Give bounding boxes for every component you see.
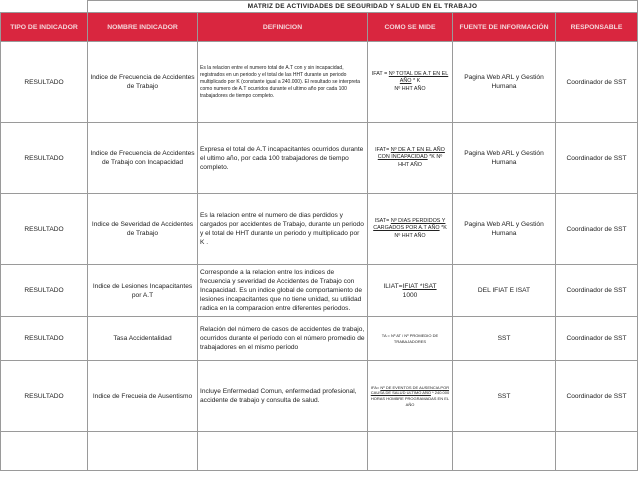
cell-fuente: Pagina Web ARL y Gestión Humana [453,123,556,194]
cell-definicion: Es la relacion entre el numero de dias perdidos y cargados por accidentes de Trabajo, durante un periodo y el total de HHT durante un periodo y multiplicado por K . [198,194,368,265]
formula-multiplier: *K [441,225,447,232]
header-definicion: DEFINICION [198,13,368,42]
formula-multiplier: *K Nº [429,154,443,161]
cell-responsable: Coordinador de SST [556,194,638,265]
formula-numerator: IFIAT *ISAT [402,282,437,290]
cell-definicion: Es la relacion entre el numero total de A.T con y sin incapacidad, registrados en un periodo y el total de las HHT durante un periodo multiplicado por K (constante igual a 240.000). El resultado se interpreta como numero de A.T ocurridos durante el ultimo año por cada 100 trabajadores de tiempo completo. [198,42,368,123]
table-row [1,123,638,194]
table-row [1,194,638,265]
cell-nombre: Indice de Frecuencia de Accidentes de Trabajo con Incapacidad [88,123,198,194]
cell-como [368,194,453,265]
cell-fuente: Pagina Web ARL y Gestión Humana [453,194,556,265]
cell-como [368,42,453,123]
formula-denominator: HORAS HOMBRE PROGRAMADAS EN EL AÑO [370,396,450,407]
cell-tipo: RESULTADO [1,123,88,194]
cell-tipo: RESULTADO [1,42,88,123]
table-row [1,42,638,123]
cell-fuente: DEL IFIAT E ISAT [453,265,556,317]
matrix-title: MATRIZ DE ACTIVIDADES DE SEGURIDAD Y SALUD EN EL TRABAJO [88,1,638,13]
formula-denominator: Nº HHT AÑO [394,85,426,92]
cell-nombre: Indice de Severidad de Accidentes de Trabajo [88,194,198,265]
formula-numerator: Nº DIAS PERDIDOS Y CARGADOS POR A.T AÑO [373,217,446,232]
formula-multiplier: * K [412,78,421,85]
formula-prefix: IFA= [370,384,380,390]
table-row [1,317,638,361]
cell-fuente: Pagina Web ARL y Gestión Humana [453,42,556,123]
cell-definicion: Incluye Enfermedad Comun, enfermedad profesional, accidente de trabajo y consulta de salud. [198,361,368,432]
header-row [1,13,638,42]
cell-nombre: Tasa Accidentalidad [88,317,198,361]
formula-prefix: IFAT = [371,70,388,77]
cell-tipo: RESULTADO [1,361,88,432]
cell-nombre: Indice de Frecueia de Ausentismo [88,361,198,432]
header-fuente: FUENTE DE INFORMACIÓN [453,13,556,42]
formula-prefix: IFAT= [375,146,390,153]
header-responsable: RESPONSABLE [556,13,638,42]
formula-denominator: HHT AÑO [398,161,422,168]
header-como: COMO SE MIDE [368,13,453,42]
cell-fuente: SST [453,361,556,432]
cell-como [368,265,453,317]
formula-text: TA = Nº AT / Nº PROMEDIO DE TRABAJADORES [381,332,439,344]
cell-tipo: RESULTADO [1,317,88,361]
cell-responsable: Coordinador de SST [556,317,638,361]
cell-fuente: SST [453,317,556,361]
formula-multiplier: * 240.000 [432,390,450,396]
cell-como [368,361,453,432]
formula-denominator: Nº HHT AÑO [394,232,426,239]
title-row [1,1,638,13]
cell-definicion: Corresponde a la relacion entre los indices de frecuencia y severidad de Accidentes de Trabajo con Incapacidad. Es un indice global de comportamiento de lesiones incapacitantes que no tiene unidad, su utilidad radica en la comparacion entre diferentes periodos. [198,265,368,317]
cell-nombre: Indice de Frecuencia de Accidentes de Trabajo [88,42,198,123]
formula-numerator: Nº DE A.T EN EL AÑO CON INCAPACIDAD [377,146,445,161]
cell-nombre: Indice de Lesiones Incapacitantes por A.T [88,265,198,317]
formula-numerator: Nº DE EVENTOS DE AUSENCIA POR CAUSA DE SALUD ULTIMO AÑO [370,384,450,396]
cell-como [368,317,453,361]
formula-prefix: ISAT= [374,217,390,224]
cell-tipo: RESULTADO [1,265,88,317]
cell-definicion: Expresa el total de A.T incapacitantes ocurridos durante el ultimo año, por cada 100 trabajadores de tiempo completo. [198,123,368,194]
cell-responsable: Coordinador de SST [556,265,638,317]
table-row [1,265,638,317]
formula-numerator: Nº TOTAL DE A.T EN EL AÑO [388,70,449,85]
cell-como [368,123,453,194]
table-row-empty [1,432,638,471]
formula-prefix: ILIAT= [383,282,403,290]
formula-denominator: 1000 [402,291,418,299]
cell-responsable: Coordinador de SST [556,123,638,194]
cell-responsable: Coordinador de SST [556,361,638,432]
cell-tipo: RESULTADO [1,194,88,265]
table-row [1,361,638,432]
cell-responsable: Coordinador de SST [556,42,638,123]
header-nombre: NOMBRE INDICADOR [88,13,198,42]
cell-definicion: Relación del número de casos de accidentes de trabajo, ocurridos durante el período con el número promedio de trabajadores en el mismo período [198,317,368,361]
header-tipo: TIPO DE INDICADOR [1,13,88,42]
